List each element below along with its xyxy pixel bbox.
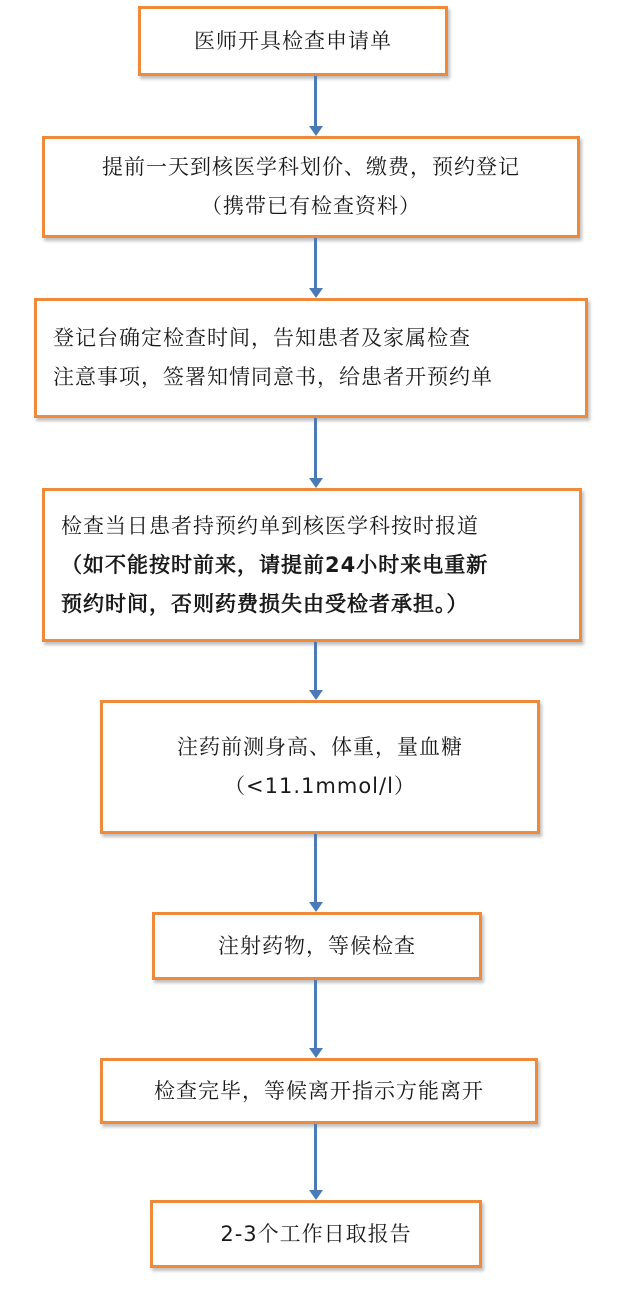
arrow-1 (306, 76, 326, 136)
step-1-text: 医师开具检查申请单 (194, 28, 392, 53)
step-4-line-1: 检查当日患者持预约单到核医学科按时报道 (61, 513, 479, 538)
arrow-6 (306, 980, 326, 1058)
step-6-text: 注射药物，等候检查 (218, 933, 416, 958)
arrow-4 (306, 642, 326, 700)
arrow-3 (306, 418, 326, 488)
step-6-box (152, 912, 482, 980)
step-7-box (100, 1058, 538, 1124)
step-2-line-1: 提前一天到核医学科划价、缴费，预约登记 (102, 155, 520, 179)
step-4-warning-line-2: 预约时间，否则药费损失由受检者承担。） (61, 591, 469, 616)
step-8-text: 2-3个工作日取报告 (220, 1221, 412, 1246)
arrow-5 (306, 834, 326, 912)
step-2-line-2: （携带已有检查资料） (201, 194, 421, 218)
step-3-box (34, 298, 588, 418)
step-5-box (100, 700, 540, 834)
step-5-line-1: 注药前测身高、体重，量血糖 (177, 735, 463, 759)
step-4-box (42, 488, 582, 642)
step-3-line-1: 登记台确定检查时间，告知患者及家属检查 (53, 326, 471, 350)
step-2-box (42, 136, 580, 238)
step-7-text: 检查完毕，等候离开指示方能离开 (154, 1078, 484, 1103)
step-3-line-2: 注意事项，签署知情同意书，给患者开预约单 (53, 365, 493, 389)
step-1-box (138, 6, 448, 76)
arrow-2 (306, 238, 326, 298)
step-8-box (150, 1200, 482, 1268)
step-5-line-2: （<11.1mmol/l） (224, 774, 416, 798)
arrow-7 (306, 1124, 326, 1200)
step-4-warning-line-1: （如不能按时前来，请提前24小时来电重新 (61, 552, 489, 577)
